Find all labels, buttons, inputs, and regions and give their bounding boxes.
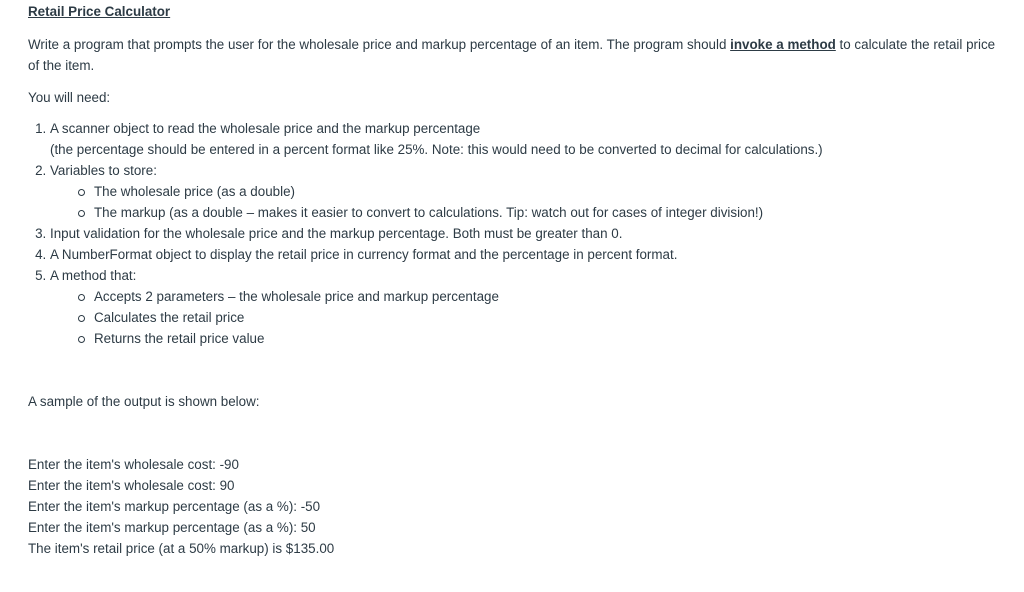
sub-list-item xyxy=(72,202,1000,223)
invoke-method-link[interactable]: invoke a method xyxy=(730,37,836,52)
circle-bullet-icon xyxy=(78,315,85,322)
circle-bullet-icon xyxy=(78,294,85,301)
need-label: You will need: xyxy=(28,90,111,105)
requirement-text: A NumberFormat object to display the retail price in currency format and the percentage in percent format. xyxy=(50,247,678,262)
sub-list xyxy=(50,286,1000,349)
sub-item-text: Calculates the retail price xyxy=(94,310,245,325)
requirement-note: (the percentage should be entered in a percent format like 25%. Note: this would need to be converted to decimal for calculations.) xyxy=(50,142,823,157)
sub-item-text: Returns the retail price value xyxy=(94,331,265,346)
output-line: The item's retail price (at a 50% markup) is $135.00 xyxy=(28,541,335,556)
sub-list-item xyxy=(72,328,1000,349)
output-line: Enter the item's markup percentage (as a %): 50 xyxy=(28,520,316,535)
requirement-item-2 xyxy=(50,160,1000,223)
requirements-list xyxy=(28,118,1000,349)
sub-item-text: The markup (as a double – makes it easier to convert to calculations. Tip: watch out for cases of integer division!) xyxy=(94,205,764,220)
output-line: Enter the item's wholesale cost: 90 xyxy=(28,478,235,493)
circle-bullet-icon xyxy=(78,210,85,217)
requirement-text: Input validation for the wholesale price and the markup percentage. Both must be greater than 0. xyxy=(50,226,623,241)
sub-list-item xyxy=(72,181,1000,202)
requirement-text: Variables to store: xyxy=(50,163,157,178)
intro-text-before: Write a program that prompts the user for the wholesale price and markup percentage of an item. The program should xyxy=(28,37,731,52)
requirement-item-4 xyxy=(50,244,1000,265)
sub-item-text: The wholesale price (as a double) xyxy=(94,184,295,199)
sub-list xyxy=(50,181,1000,223)
circle-bullet-icon xyxy=(78,189,85,196)
sample-output xyxy=(28,454,1000,559)
page-title: Retail Price Calculator xyxy=(28,4,171,19)
output-line: Enter the item's markup percentage (as a %): -50 xyxy=(28,499,321,514)
requirement-text: A scanner object to read the wholesale price and the markup percentage xyxy=(50,121,481,136)
sample-label: A sample of the output is shown below: xyxy=(28,394,260,409)
requirement-item-3 xyxy=(50,223,1000,244)
circle-bullet-icon xyxy=(78,336,85,343)
requirement-item-1 xyxy=(50,118,1000,160)
sub-list-item xyxy=(72,286,1000,307)
sub-item-text: Accepts 2 parameters – the wholesale price and markup percentage xyxy=(94,289,499,304)
requirement-item-5 xyxy=(50,265,1000,349)
sub-list-item xyxy=(72,307,1000,328)
requirement-text: A method that: xyxy=(50,268,137,283)
intro-paragraph xyxy=(28,34,1000,76)
intro-text-after: to calculate the retail price of the item. xyxy=(28,37,996,73)
output-line: Enter the item's wholesale cost: -90 xyxy=(28,457,239,472)
